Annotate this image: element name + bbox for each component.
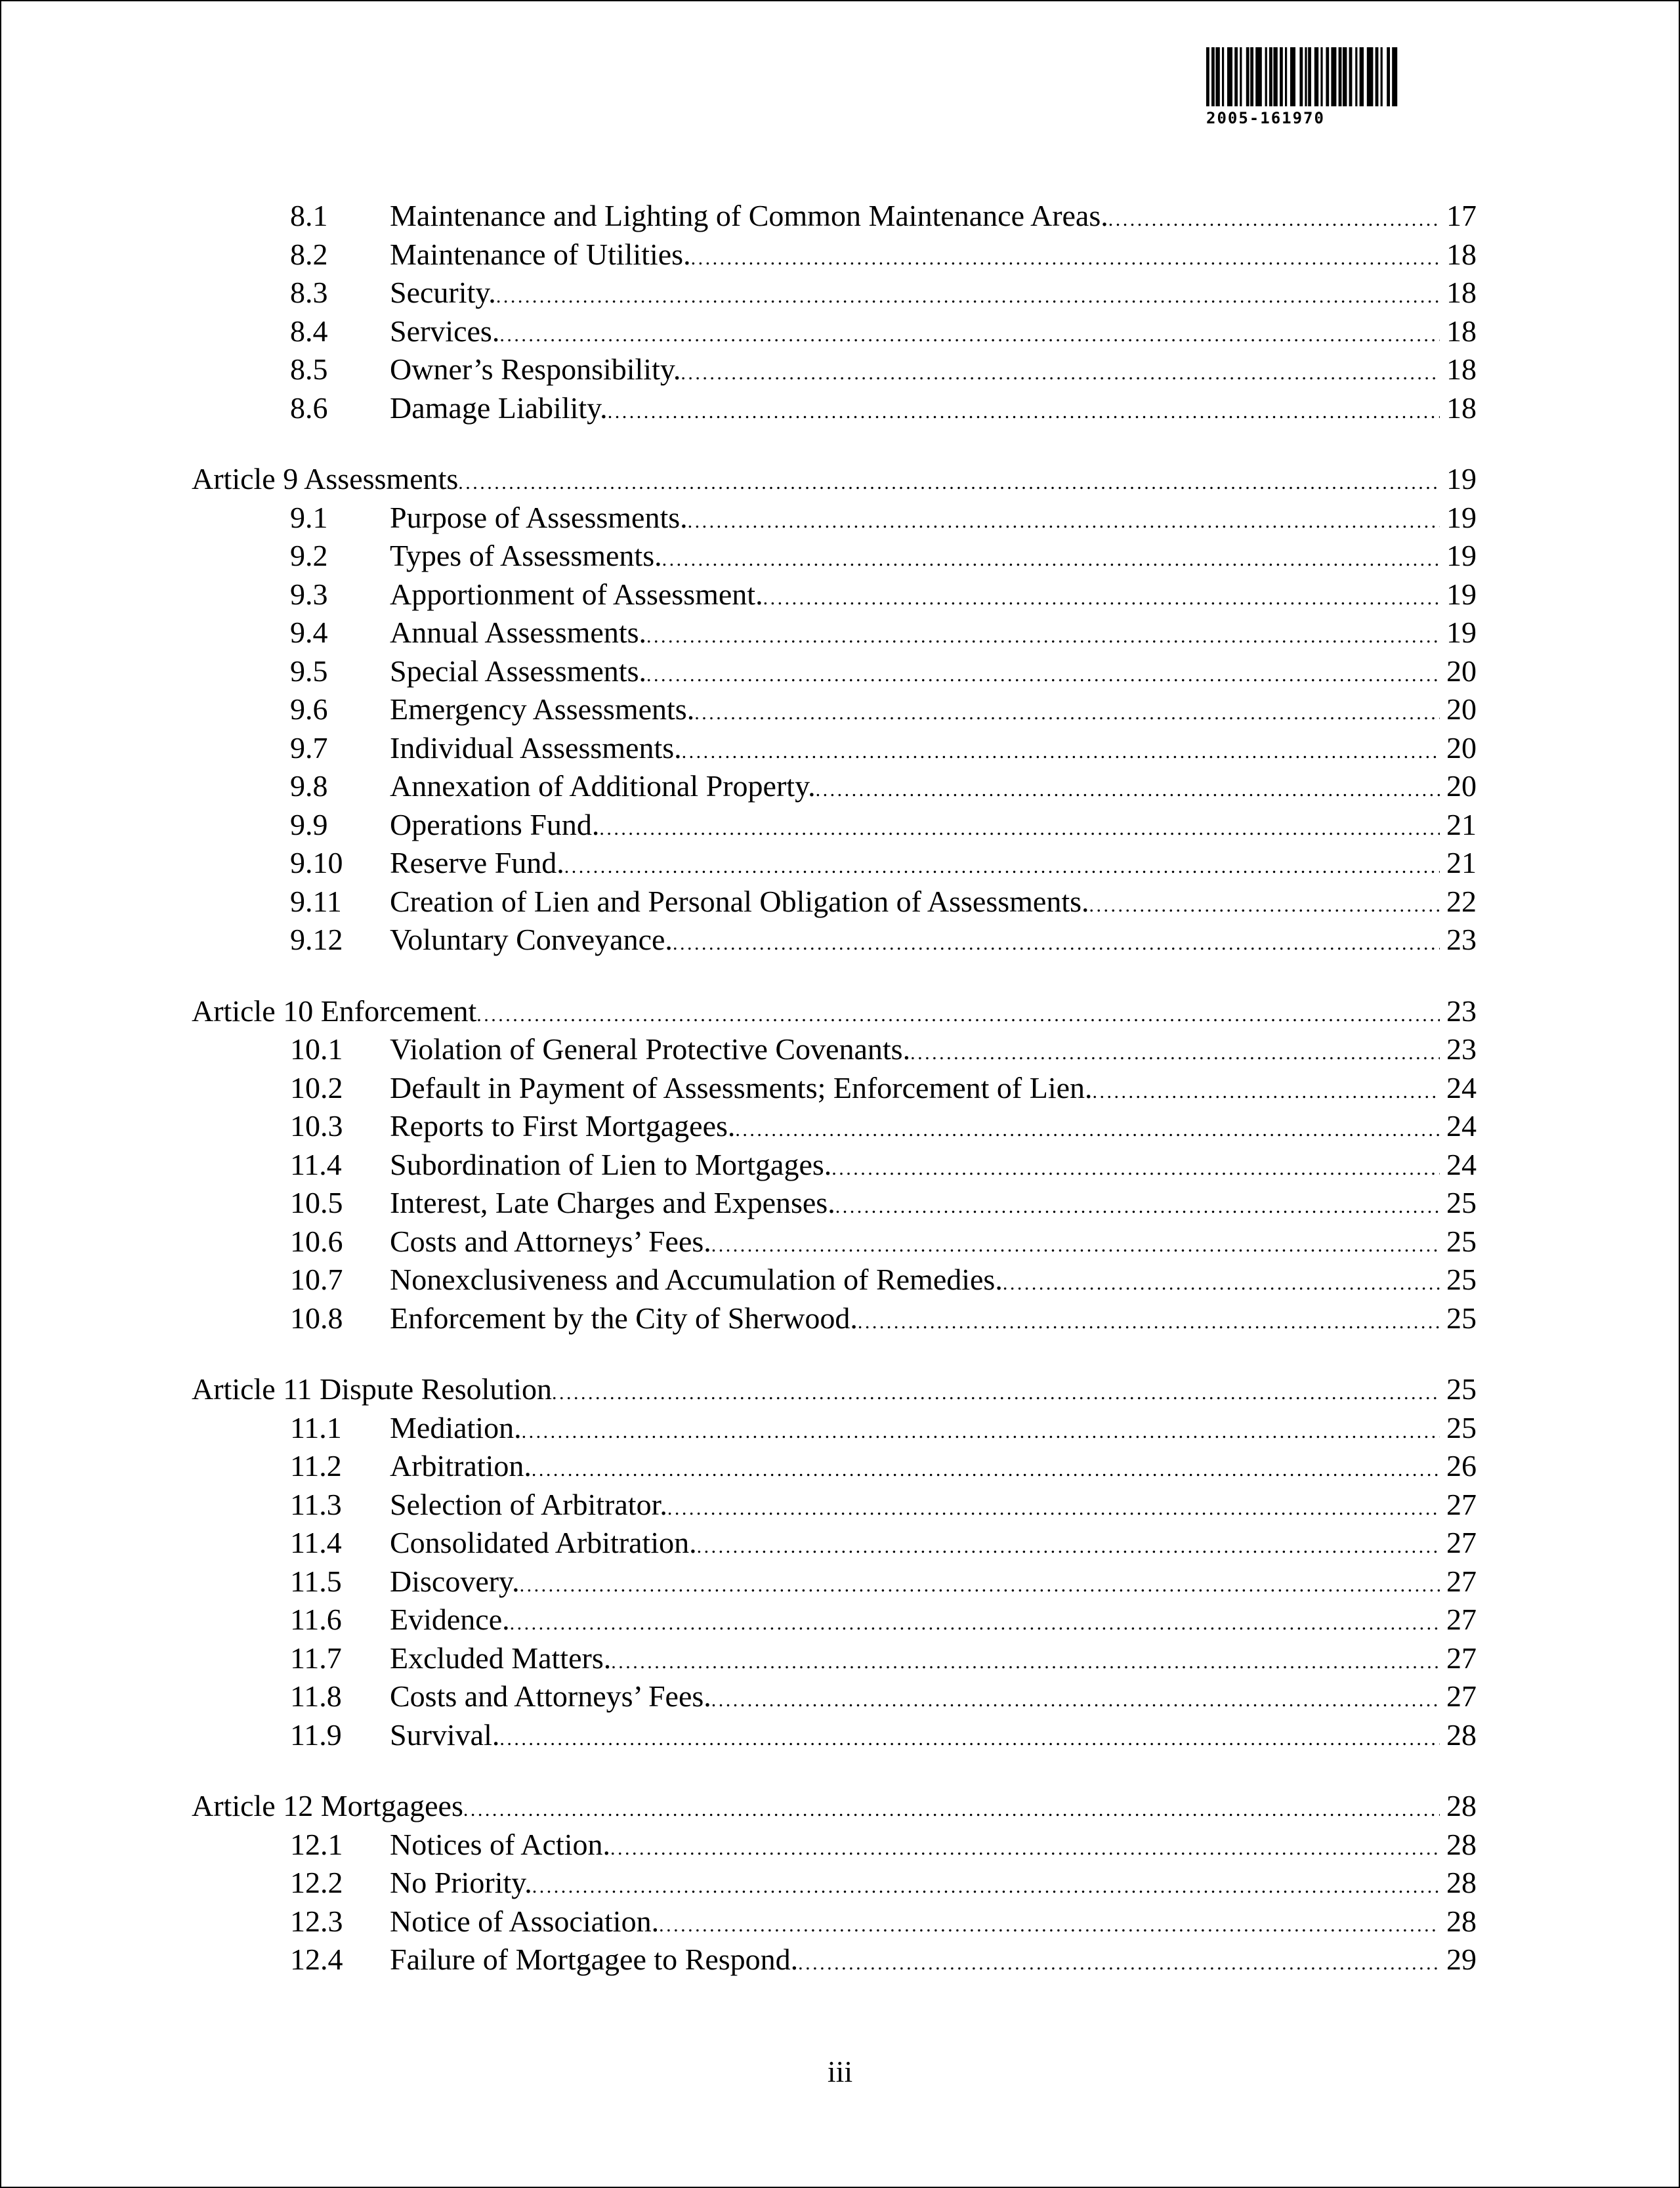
toc-section-row [290, 1826, 1477, 1864]
toc-section-number: 10.3 [290, 1109, 343, 1143]
toc-section-title: Selection of Arbitrator. [390, 1486, 667, 1524]
toc-section-title: Costs and Attorneys’ Fees. [390, 1677, 711, 1715]
dot-leader [1003, 1265, 1440, 1303]
toc-section-title: Emergency Assessments. [390, 690, 694, 728]
dot-leader [688, 503, 1440, 541]
toc-section-title: Evidence. [390, 1601, 510, 1639]
toc-entry [390, 652, 1477, 694]
barcode-image [1206, 47, 1503, 106]
toc-page-number: 20 [1446, 654, 1477, 688]
toc-page-number: 27 [1446, 1603, 1477, 1636]
toc-page-number: 25 [1446, 1301, 1477, 1335]
toc-section-number: 9.3 [290, 577, 328, 611]
dot-leader [691, 240, 1440, 278]
toc-section-title: Voluntary Conveyance. [390, 921, 673, 959]
toc-section-number: 12.2 [290, 1866, 343, 1899]
toc-section-number: 11.4 [290, 1147, 342, 1181]
toc-article-row [192, 460, 1477, 498]
toc-section-number: 8.2 [290, 237, 328, 271]
toc-section-title: Reports to First Mortgagees. [390, 1107, 735, 1145]
dot-leader [463, 1791, 1440, 1829]
toc-section-number: 9.10 [290, 846, 343, 879]
toc-entry [390, 1563, 1477, 1605]
toc-article-title: Article 12 Mortgagees [192, 1787, 463, 1825]
toc-article-title: Article 9 Assessments [192, 460, 458, 498]
toc-entry [390, 197, 1477, 239]
toc-section-row [290, 690, 1477, 728]
toc-section-title: Reserve Fund. [390, 844, 564, 882]
toc-page-number: 28 [1446, 1717, 1477, 1752]
toc-section-number: 8.3 [290, 276, 328, 309]
toc-page-number: 28 [1446, 1904, 1477, 1938]
dot-leader [1089, 887, 1440, 925]
toc-section-row [290, 1261, 1477, 1299]
toc-section-row [290, 1184, 1477, 1222]
toc-page-number: 20 [1446, 692, 1477, 726]
toc-page-number: 25 [1446, 1263, 1477, 1296]
toc-section-title: Annexation of Additional Property. [390, 767, 816, 805]
toc-section-number: 10.6 [290, 1224, 343, 1258]
toc-page-number: 28 [1446, 1866, 1477, 1899]
toc-section-number: 8.4 [290, 314, 328, 348]
toc-section-title: Failure of Mortgagee to Respond. [390, 1941, 798, 1979]
toc-section-title: Types of Assessments. [390, 537, 662, 575]
dot-leader [564, 848, 1440, 886]
toc-entry [390, 1146, 1477, 1188]
toc-page-number: 25 [1446, 1224, 1477, 1258]
toc-section-row [290, 1486, 1477, 1524]
toc-section-title: Notices of Action. [390, 1826, 610, 1864]
toc-entry [390, 537, 1477, 579]
dot-leader [1093, 1073, 1440, 1111]
dot-leader [682, 733, 1440, 771]
dot-leader [831, 1150, 1440, 1188]
toc-page-number: 18 [1446, 314, 1477, 348]
toc-section-row [290, 274, 1477, 312]
toc-article-row [192, 1787, 1477, 1825]
dot-leader [673, 925, 1440, 963]
toc-section-row [290, 1299, 1477, 1337]
toc-section-title: Mediation. [390, 1409, 522, 1447]
toc-entry [390, 1826, 1477, 1868]
toc-entry [390, 1030, 1477, 1072]
toc-section-row [290, 576, 1477, 614]
toc-section-row [290, 614, 1477, 652]
toc-article-title: Article 11 Dispute Resolution [192, 1370, 552, 1408]
toc-entry [390, 576, 1477, 618]
toc-entry [390, 844, 1477, 886]
toc-section-title: Damage Liability. [390, 389, 608, 427]
toc-section-title: Nonexclusiveness and Accumulation of Remedies. [390, 1261, 1003, 1299]
toc-section-title: Purpose of Assessments. [390, 499, 688, 537]
dot-leader [496, 278, 1440, 316]
toc-section-number: 10.8 [290, 1301, 343, 1335]
barcode [1206, 47, 1503, 133]
toc-section-title: Maintenance of Utilities. [390, 236, 691, 274]
toc-section-title: No Priority. [390, 1864, 532, 1902]
dot-leader [816, 771, 1440, 809]
toc-entry [390, 1601, 1477, 1643]
toc-entry [390, 274, 1477, 316]
toc-section-title: Consolidated Arbitration. [390, 1524, 697, 1562]
dot-leader [1108, 201, 1440, 239]
toc-section-number: 12.4 [290, 1943, 343, 1976]
toc-entry [390, 1107, 1477, 1149]
toc-section-row [290, 1524, 1477, 1562]
toc-section-row [290, 1069, 1477, 1107]
toc-page-number: 23 [1446, 1032, 1477, 1066]
toc-entry [390, 1184, 1477, 1226]
toc-article-title: Article 10 Enforcement [192, 992, 476, 1030]
toc-page-number: 24 [1446, 1147, 1477, 1181]
toc-section-number: 9.4 [290, 616, 328, 649]
toc-section-number: 11.8 [290, 1679, 342, 1713]
dot-leader [610, 1830, 1440, 1868]
toc-page-number: 23 [1446, 994, 1477, 1028]
toc-section-title: Apportionment of Assessment. [390, 576, 763, 614]
toc-page-number: 19 [1446, 500, 1477, 534]
toc-page-number: 20 [1446, 730, 1477, 765]
toc-section-title: Excluded Matters. [390, 1639, 611, 1677]
toc-page-number: 25 [1446, 1372, 1477, 1406]
toc-section-number: 11.7 [290, 1641, 342, 1675]
toc-entry [390, 690, 1477, 732]
dot-leader [681, 354, 1440, 392]
toc-entry [192, 1787, 1477, 1829]
dot-leader [697, 1528, 1440, 1566]
toc-section-title: Violation of General Protective Covenants. [390, 1030, 910, 1068]
toc-entry [390, 767, 1477, 809]
toc-section-title: Creation of Lien and Personal Obligation of Assessments. [390, 883, 1089, 921]
toc-entry [390, 1447, 1477, 1489]
toc-section-number: 11.4 [290, 1526, 342, 1559]
toc-section-row [290, 499, 1477, 537]
dot-leader [510, 1605, 1440, 1643]
toc-entry [390, 1299, 1477, 1341]
dot-leader [694, 694, 1440, 732]
toc-section-title: Survival. [390, 1716, 499, 1754]
toc-entry [390, 806, 1477, 848]
toc-section-number: 9.12 [290, 923, 343, 956]
dot-leader [552, 1374, 1440, 1412]
toc-page-number: 19 [1446, 616, 1477, 649]
toc-entry [390, 1409, 1477, 1451]
dot-leader [711, 1227, 1440, 1265]
toc-section-row [290, 1601, 1477, 1639]
toc-entry [390, 921, 1477, 963]
toc-section-row [290, 1030, 1477, 1068]
toc-page-number: 26 [1446, 1449, 1477, 1483]
toc-article-row [192, 1370, 1477, 1408]
toc-section-number: 9.6 [290, 692, 328, 726]
toc-entry [192, 1370, 1477, 1412]
toc-entry [390, 1716, 1477, 1758]
toc-section-row [290, 1639, 1477, 1677]
toc-section-row [290, 537, 1477, 575]
toc-section-number: 12.3 [290, 1904, 343, 1938]
toc-section-title: Individual Assessments. [390, 729, 682, 767]
toc-section-title: Services. [390, 312, 499, 350]
toc-section-row [290, 1864, 1477, 1902]
toc-section-number: 11.5 [290, 1564, 342, 1598]
toc-section-number: 10.2 [290, 1070, 343, 1105]
toc-page-number: 28 [1446, 1827, 1477, 1861]
toc-page-number: 19 [1446, 577, 1477, 611]
toc-entry [390, 1069, 1477, 1111]
toc-page-number: 19 [1446, 462, 1477, 495]
toc-section-number: 11.9 [290, 1717, 342, 1752]
toc-section-row [290, 389, 1477, 427]
toc-section-number: 11.2 [290, 1449, 342, 1483]
toc-section-number: 9.11 [290, 884, 342, 918]
toc-entry [390, 1864, 1477, 1906]
toc-section-row [290, 883, 1477, 921]
toc-entry [192, 460, 1477, 502]
toc-section-title: Costs and Attorneys’ Fees. [390, 1223, 711, 1261]
toc-page-number: 27 [1446, 1564, 1477, 1598]
toc-page-number: 28 [1446, 1789, 1477, 1822]
toc-page-number: 25 [1446, 1410, 1477, 1444]
toc-section-row [290, 197, 1477, 235]
toc-entry [390, 614, 1477, 656]
dot-leader [520, 1567, 1440, 1605]
toc-section-row [290, 1903, 1477, 1941]
toc-section-title: Notice of Association. [390, 1903, 659, 1941]
toc-section-number: 9.8 [290, 769, 328, 803]
toc-section-number: 10.1 [290, 1032, 343, 1066]
toc-section-row [290, 1447, 1477, 1485]
toc-entry [390, 1261, 1477, 1303]
toc-entry [390, 1486, 1477, 1528]
toc-page-number: 18 [1446, 352, 1477, 386]
toc-section-number: 9.9 [290, 807, 328, 841]
toc-page-number: 24 [1446, 1109, 1477, 1143]
toc-section-number: 8.1 [290, 199, 328, 232]
dot-leader [646, 656, 1440, 694]
toc-section-row [290, 767, 1477, 805]
toc-section-row [290, 1223, 1477, 1261]
toc-section-title: Operations Fund. [390, 806, 599, 844]
toc-page-number: 29 [1446, 1943, 1477, 1976]
toc-page-number: 27 [1446, 1487, 1477, 1521]
toc-section-number: 9.2 [290, 539, 328, 572]
toc-page-number: 22 [1446, 884, 1477, 918]
dot-leader [662, 541, 1440, 579]
dot-leader [611, 1643, 1440, 1681]
toc-section-title: Security. [390, 274, 496, 312]
barcode-number: 2005-161970 [1206, 109, 1325, 127]
toc-page-number: 17 [1446, 199, 1477, 232]
dot-leader [458, 464, 1440, 502]
toc-entry [390, 1941, 1477, 1983]
toc-section-row [290, 1563, 1477, 1601]
dot-leader [910, 1034, 1440, 1072]
toc-article-row [192, 992, 1477, 1030]
toc-section-title: Enforcement by the City of Sherwood. [390, 1299, 858, 1337]
toc-entry [390, 1223, 1477, 1265]
toc-section-number: 11.6 [290, 1603, 342, 1636]
toc-section-row [290, 806, 1477, 844]
dot-leader [858, 1303, 1440, 1341]
dot-leader [499, 1720, 1440, 1758]
toc-section-row [290, 1677, 1477, 1715]
toc-section-number: 10.7 [290, 1263, 343, 1296]
toc-section-number: 10.5 [290, 1186, 343, 1219]
toc-section-title: Default in Payment of Assessments; Enforcement of Lien. [390, 1069, 1093, 1107]
toc-page-number: 27 [1446, 1641, 1477, 1675]
toc-section-row [290, 652, 1477, 690]
toc-entry [390, 1677, 1477, 1719]
toc-entry [390, 1639, 1477, 1681]
dot-leader [798, 1945, 1440, 1983]
toc-section-number: 9.1 [290, 500, 328, 534]
toc-page-number: 18 [1446, 390, 1477, 425]
dot-leader [711, 1681, 1440, 1719]
toc-entry [390, 499, 1477, 541]
toc-entry [390, 350, 1477, 392]
dot-leader [735, 1111, 1440, 1149]
toc-section-row [290, 844, 1477, 882]
toc-entry [390, 1903, 1477, 1945]
dot-leader [667, 1490, 1440, 1528]
toc-section-number: 11.1 [290, 1410, 342, 1444]
toc-section-row [290, 1716, 1477, 1754]
dot-leader [763, 579, 1440, 618]
toc-section-number: 12.1 [290, 1827, 343, 1861]
toc-section-row [290, 1941, 1477, 1979]
toc-page-number: 21 [1446, 807, 1477, 841]
toc-section-title: Discovery. [390, 1563, 520, 1601]
toc-page-number: 18 [1446, 276, 1477, 309]
toc-section-title: Special Assessments. [390, 652, 646, 690]
toc-section-number: 9.5 [290, 654, 328, 688]
dot-leader [646, 618, 1440, 656]
dot-leader [608, 393, 1440, 431]
toc-section-title: Annual Assessments. [390, 614, 646, 652]
toc-entry [390, 389, 1477, 431]
toc-section-row [290, 1107, 1477, 1145]
toc-page-number: 23 [1446, 923, 1477, 956]
toc-section-row [290, 236, 1477, 274]
toc-entry [390, 312, 1477, 354]
toc-entry [390, 1524, 1477, 1566]
toc-section-title: Arbitration. [390, 1447, 532, 1485]
dot-leader [532, 1868, 1440, 1906]
toc-page-number: 20 [1446, 769, 1477, 803]
toc-section-row [290, 1409, 1477, 1447]
toc-entry [390, 729, 1477, 771]
toc-entry [390, 236, 1477, 278]
dot-leader [599, 810, 1440, 848]
toc-section-title: Maintenance and Lighting of Common Maintenance Areas. [390, 197, 1108, 235]
toc-page-number: 27 [1446, 1526, 1477, 1559]
toc-entry [192, 992, 1477, 1034]
dot-leader [476, 996, 1440, 1034]
toc-section-title: Owner’s Responsibility. [390, 350, 681, 389]
dot-leader [835, 1188, 1440, 1226]
page-number: iii [827, 2055, 853, 2088]
toc-entry [390, 883, 1477, 925]
toc-section-title: Interest, Late Charges and Expenses. [390, 1184, 835, 1222]
toc-page-number: 27 [1446, 1679, 1477, 1713]
dot-leader [532, 1451, 1440, 1489]
toc-page-number: 18 [1446, 237, 1477, 271]
toc-page-number: 19 [1446, 539, 1477, 572]
toc-section-row [290, 729, 1477, 767]
toc-section-number: 8.6 [290, 390, 328, 425]
toc-section-number: 11.3 [290, 1487, 342, 1521]
toc-page-number: 25 [1446, 1186, 1477, 1219]
toc-section-row [290, 1146, 1477, 1184]
toc-section-number: 9.7 [290, 730, 328, 765]
toc-page-number: 24 [1446, 1070, 1477, 1105]
dot-leader [499, 316, 1440, 354]
dot-leader [522, 1413, 1440, 1451]
toc-section-title: Subordination of Lien to Mortgages. [390, 1146, 831, 1184]
toc-section-number: 8.5 [290, 352, 328, 386]
toc-section-row [290, 350, 1477, 389]
dot-leader [659, 1906, 1440, 1945]
toc-page-number: 21 [1446, 846, 1477, 879]
toc-section-row [290, 312, 1477, 350]
toc-section-row [290, 921, 1477, 959]
